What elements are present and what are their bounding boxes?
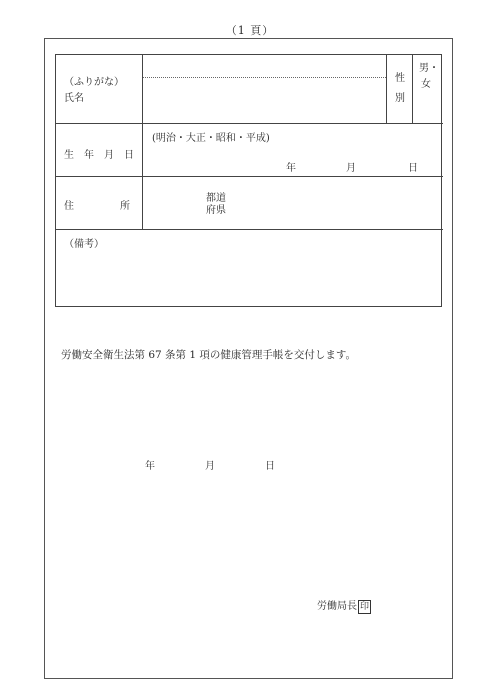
seal-icon: 印	[359, 601, 369, 612]
remarks-label: （備考）	[64, 239, 104, 250]
name-label: 氏名	[64, 93, 84, 104]
prefecture-label-line1: 都道	[206, 193, 226, 204]
issue-year-unit: 年	[145, 461, 155, 472]
column-divider	[386, 55, 387, 123]
issuance-statement: 労働安全衛生法第 67 条第 1 項の健康管理手帳を交付します。	[61, 349, 357, 361]
birth-day-unit: 日	[408, 163, 418, 174]
page-number-label: （1 頁）	[225, 24, 275, 37]
sex-options[interactable]: 男・女	[419, 63, 439, 90]
personal-info-table	[55, 54, 442, 307]
remarks-input-area[interactable]	[56, 230, 442, 307]
era-options[interactable]: (明治・大正・昭和・平成)	[152, 133, 270, 144]
issue-date	[145, 457, 275, 472]
birth-date-label: 生年月日	[64, 150, 144, 161]
name-input-area[interactable]	[143, 79, 386, 122]
document-frame	[44, 38, 453, 679]
column-divider	[412, 55, 413, 123]
row-divider	[56, 123, 443, 124]
name-reading-label: （ふりがな）	[64, 77, 124, 88]
sex-label: 性別	[395, 73, 405, 104]
address-input-area[interactable]	[143, 177, 442, 229]
issue-month-unit: 月	[205, 461, 215, 472]
issuer-signature	[317, 597, 371, 614]
birth-month-unit: 月	[346, 163, 356, 174]
birth-year-unit: 年	[286, 163, 296, 174]
address-label: 住所	[64, 201, 176, 212]
issue-day-unit: 日	[265, 461, 275, 472]
prefecture-label-line2: 府県	[206, 205, 226, 216]
issuer-title: 労働局長	[317, 601, 357, 612]
furigana-dotted-line	[143, 77, 386, 78]
